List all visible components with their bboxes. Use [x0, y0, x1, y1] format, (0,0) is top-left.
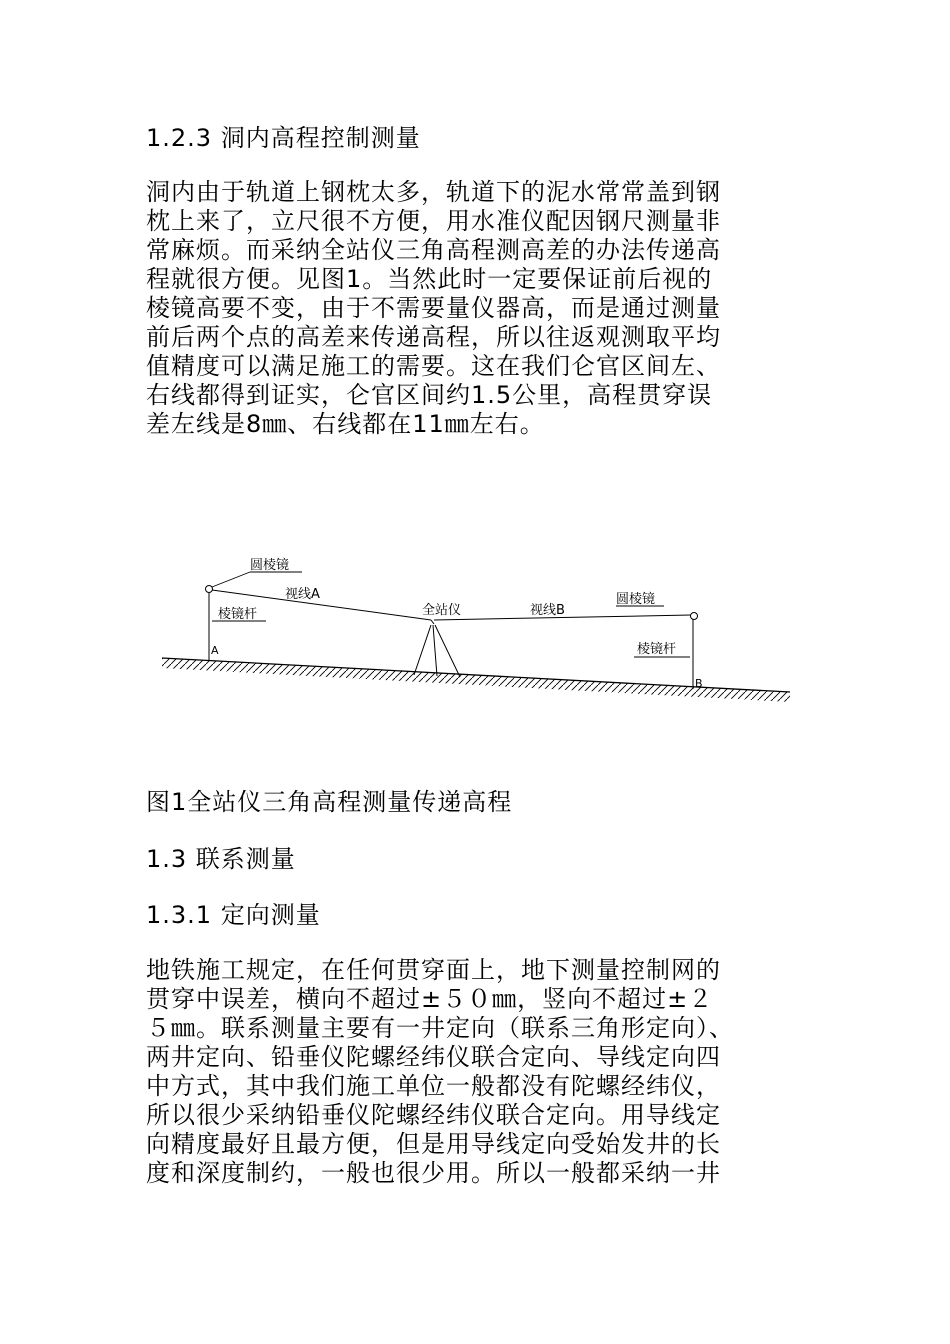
station-label: 全站仪 — [422, 603, 462, 618]
paragraph-line: 所以很少采纳铅垂仪陀螺经纬仪联合定向。用导线定 — [146, 1101, 721, 1129]
paragraph-line: 地铁施工规定，在任何贯穿面上，地下测量控制网的 — [146, 956, 721, 984]
right-prism-label: 圆棱镜 — [616, 592, 656, 607]
paragraph-1-2-3 — [146, 178, 826, 439]
paragraph-line: 度和深度制约，一般也很少用。所以一般都采纳一井 — [146, 1159, 721, 1187]
station-head — [431, 620, 434, 624]
paragraph-line: 右线都得到证实，仑官区间约1.5公里，高程贯穿误 — [146, 381, 713, 409]
section-heading-1-3: 1.3 联系测量 — [146, 845, 296, 873]
left-prism-label: 圆棱镜 — [250, 558, 290, 573]
paragraph-line: 洞内由于轨道上钢枕太多，轨道下的泥水常常盖到钢 — [146, 178, 721, 206]
figure-1-svg — [150, 545, 800, 720]
paragraph-1-3-1 — [146, 956, 826, 1188]
sight-a-label: 视线A — [285, 587, 320, 602]
paragraph-line: 向精度最好且最方便，但是用导线定向受始发井的长 — [146, 1130, 721, 1158]
tripod-leg-center — [433, 625, 437, 676]
paragraph-line: 程就很方便。见图1。当然此时一定要保证前后视的 — [146, 265, 713, 293]
left-prism-circle — [206, 586, 213, 593]
right-pole-label: 棱镜杆 — [637, 642, 677, 657]
paragraph-line: 棱镜高要不变，由于不需要量仪器高，而是通过测量 — [146, 294, 721, 322]
paragraph-line: 枕上来了，立尺很不方便，用水准仪配因钢尺测量非 — [146, 207, 721, 235]
right-prism-circle — [691, 613, 698, 620]
paragraph-line: 差左线是8㎜、右线都在11㎜左右。 — [146, 410, 545, 438]
point-b-label: B — [695, 677, 703, 690]
paragraph-line: ５㎜。联系测量主要有一井定向（联系三角形定向）、 — [146, 1014, 734, 1042]
tripod-leg-left — [414, 625, 431, 675]
sight-b-label: 视线B — [530, 603, 565, 618]
section-heading-1-2-3: 1.2.3 洞内高程控制测量 — [146, 124, 421, 152]
paragraph-line: 常麻烦。而采纳全站仪三角高程测高差的办法传递高 — [146, 236, 721, 264]
paragraph-line: 中方式，其中我们施工单位一般都没有陀螺经纬仪， — [146, 1072, 721, 1100]
figure-1-diagram — [150, 545, 800, 720]
paragraph-line: 贯穿中误差，横向不超过±５０㎜，竖向不超过±２ — [146, 985, 714, 1013]
point-a-label: A — [211, 644, 219, 657]
left-pole-label: 棱镜杆 — [218, 607, 258, 622]
left-prism-leader — [212, 572, 250, 587]
tripod-leg-right — [435, 625, 460, 677]
figure-1-caption: 图1全站仪三角高程测量传递高程 — [146, 788, 513, 816]
paragraph-line: 两井定向、铅垂仪陀螺经纬仪联合定向、导线定向四 — [146, 1043, 721, 1071]
section-heading-1-3-1: 1.3.1 定向测量 — [146, 901, 321, 929]
paragraph-line: 值精度可以满足施工的需要。这在我们仑官区间左、 — [146, 352, 721, 380]
paragraph-line: 前后两个点的高差来传递高程，所以往返观测取平均 — [146, 323, 721, 351]
